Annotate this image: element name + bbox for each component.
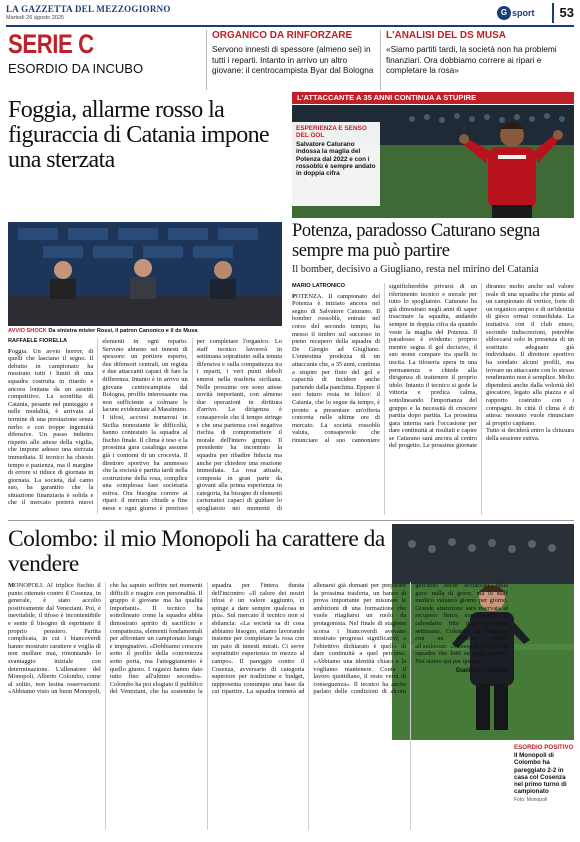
potenza-article-body xyxy=(292,283,574,515)
section-header xyxy=(8,30,198,88)
side-box-credit: Foto: Monopoli xyxy=(514,797,548,804)
photo-box-text: Salvatore Caturano indossa la maglia del Potenza dal 2022 e con i rossoblù è sempre andato in doppia cifra xyxy=(296,140,376,178)
main-author xyxy=(8,229,9,230)
section-divider xyxy=(8,520,574,521)
caption-label: AVVIO SHOCK xyxy=(8,328,47,334)
gazzetta-g-icon: G xyxy=(497,6,511,20)
colombo-headline[interactable]: Colombo: il mio Monopoli ha carattere da vendere xyxy=(8,526,385,577)
main-article-body xyxy=(8,338,282,514)
photo-box xyxy=(292,122,380,206)
potenza-article-text: POTENZA. Il campionato del Potenza è iniziato ancora nel segno di Salvatore Caturano. Il bomber rossoblù, entrato nel corso del secondo tempo, ha messo il timbro sul successo in pieno recupero della squadra di De Giorgio ad Giugliano. L'ennesima prodezza di un attaccante che, a 35 anni, continua a stupire per fiuto del gol e capacità di incidere anche partendo dalla panchina. Eppure il suo futuro resta in bilico: il Catania, che lo segue da tempo, è pronto a presentare un'offerta concreta nelle ultime ore di mercato. La società rossoblù valuta, consapevole che rinunciare al suo cannoniere significherebbe privarsi di un riferimento tecnico e morale per tutto lo spogliatoio. Caturano ha già dimostrato negli anni di saper trascinare la squadra, andando sempre in doppia cifra da quando veste la maglia del Potenza. Il paradosso è evidente: proprio mentre segna il gol decisivo, il suo nome compare tra quelli in uscita. La tifoseria spera in una permanenza e chiede alla dirigenza di trattenere il proprio idolo. Intanto il tecnico si gode la vittoria e predica calma, sottolineando l'importanza del gruppo e la necessità di crescere partita dopo partita. La prossima gara interna sarà l'occasione per dare continuità ai risultati e capire se Caturano sarà ancora al centro del progetto. Le prossime giornate diranno molto anche sul valore reale di una squadra che punta ad un campionato di vertice, forte di un organico ampio e di un'identità di gioco ormai consolidata. La trattativa con il club etneo, secondo indiscrezioni, potrebbe sbloccarsi solo in presenza di un sostituto adeguato già individuato. Il direttore sportivo ha sondato alcuni profili, ma trovare un attaccante con lo stesso rendimento non è semplice. Molto dipenderà anche dalla volontà del giocatore, legato alla piazza e al rapporto costruito con i compagni. In città il clima è di attesa: nessuno vuole rinunciare al proprio capitano. xyxy=(292,283,574,450)
side-box xyxy=(514,744,574,832)
main-author-line: RAFFAELE FIORELLA xyxy=(8,338,68,344)
masthead xyxy=(6,3,574,27)
potenza-article-ending: Tutto si deciderà entro la chiusura della sessione estiva. xyxy=(486,427,574,442)
page-number: 53 xyxy=(552,3,574,23)
main-photo-caption xyxy=(8,328,282,335)
photo-box-label: ESPERIENZA E SENSO DEL GOL xyxy=(296,125,367,140)
banner-attaccante: L'ATTACCANTE A 35 ANNI CONTINUA A STUPIRE xyxy=(292,92,574,104)
caption-text: Da sinistra mister Rossi, il patron Canonico e il ds Musa xyxy=(48,328,198,334)
colombo-article-text: MONOPOLI. Al triplice fischio il punto ottenuto contro il Cosenza, in generale, è stato accolto positivamente dal Veneziani. Poi, è inevitabile, il tifoso è inconteniibile e sente il bisogno di esprimere il proprio pensiero. Partita complicata, in cui i biancoverdi hanno mostrato carattere e voglia di non mollare mai, rimontando lo svantaggio iniziale con determinazione. L'allenatore del Monopoli, Alberto Colombo, come al solito, non lesina osservazioni: «Abbiamo visto un buon Monopoli, che ha saputo soffrire nei momenti difficili e reagire con personalità. Il gruppo è giovane ma ha qualità importanti». Il tecnico ha sottolineato come la squadra abbia dimostrato spirito di sacrificio e compattezza, elementi fondamentali per affrontare un campionato lungo e impegnativo. «Dobbiamo crescere sotto il profilo della concretezza sotto porta, ma l'atteggiamento è quello giusto. I ragazzi hanno dato tutto fino all'ultimo secondo». Colombo ha poi elogiato il pubblico del Veneziani, che ha sostenuto la squadra per l'intera durata dell'incontro: «Il calore dei nostri tifosi è un valore aggiunto, ci spinge a dare sempre qualcosa in più». Sul mercato il tecnico non si sbilancia: «La società sa di cosa abbiamo bisogno, stiamo lavorando insieme per completare la rosa con un paio di innesti mirati. Ci serve soprattutto esperienza in mezzo al campo». Il pareggio contro il Cosenza, avversario di categoria superiore per tradizione e budget, rappresenta comunque una base da cui ripartire. La squadra tornerà ad allenarsi già domani per preparare la prossima trasferta, un banco di prova importante per misurare le ambizioni di una formazione che vuole ritagliarsi un ruolo da protagonista. Nel finale di stagione scorsa i biancoverdi avevano mostrato progressi significativi, e l'obiettivo dichiarato è quello di dare continuità a quel percorso. «Abbiamo una identità chiara e la vogliamo mantenere. Conta il lavoro quotidiano, il resto verrà di conseguenza». Il tecnico ha anche parlato delle condizioni di alcuni giocatori usciti acciaccati dalla gara: nulla di grave, ma lo staff medico valuterà giorno per giorno. Grande attenzione sarà riservata al recupero fisico, considerando il calendario fitto delle prossime settimane. Colombo ha concluso con un pensiero rivolto all'ambiente: «Monopoli merita una squadra che lotti su ogni pallone. Noi siamo qui per questo». xyxy=(8,582,508,696)
potenza-subtitle: Il bomber, decisivo a Giugliano, resta nel mirino del Catania xyxy=(292,264,539,275)
sport-logo xyxy=(497,6,535,20)
paper-name: LA GAZZETTA DEL MEZZOGIORNO xyxy=(6,4,171,14)
teaser-organico-title: ORGANICO DA RINFORZARE xyxy=(212,30,353,41)
main-photo xyxy=(8,222,282,326)
potenza-author: MARIO LATRONICO xyxy=(292,283,346,289)
colombo-article-body xyxy=(8,582,508,830)
teaser-analisi[interactable] xyxy=(380,30,574,90)
main-headline[interactable]: Foggia, allarme rosso la figuraccia di Catania impone una sterzata xyxy=(8,97,270,173)
potenza-headline[interactable]: Potenza, paradosso Caturano segna sempre ma può partire xyxy=(292,221,540,261)
section-subtitle: ESORDIO DA INCUBO xyxy=(8,61,144,76)
side-box-text: Il Monopoli di Colombo ha pareggiato 2-2 in casa col Cosenza nel primo turno di campionato xyxy=(514,752,567,796)
section-title: SERIE C xyxy=(8,29,94,59)
press-conference-illustration xyxy=(8,222,282,326)
colombo-author: Gianluca Castione xyxy=(455,667,508,674)
teaser-analisi-text: «Siamo partiti tardi, la società non ha problemi finanziari. Ora dobbiamo correre ai ripari e completare la rosa» xyxy=(386,44,557,75)
side-box-label: ESORDIO POSITIVO xyxy=(514,744,574,751)
sport-label: sport xyxy=(512,8,535,18)
teaser-organico-text: Servono innesti di spessore (almeno sei) in tutti i reparti. Intanto in arrivo un altro giovane: il centrocampista Byar dal Bologna xyxy=(212,44,374,75)
issue-date: Martedì 26 agosto 2025 xyxy=(6,15,65,21)
teaser-analisi-title: L'ANALISI DEL DS MUSA xyxy=(386,30,506,41)
teaser-organico[interactable] xyxy=(206,30,374,90)
main-article-text: Foggia. Un avvio horror, di quelli che lasciano il segno. Il debutto in campionato ha mostrato tutti i limiti di una squadra costruita in ritardo e ancora lontana da un assetto competitivo. La sconfitta di Catania, pesante nel punteggio e nelle modalità, è arrivata al termine di una prestazione senza nerbo e con troppe ingenuità difensive. Un passo indietro rispetto alle attese della vigilia, che impone adesso una sterzata immediata. Il tecnico ha chiesto tempo e pazienza, ma il margine di errore si riduce di giornata in giornata. La società, dal canto suo, ha garantito che la situazione finanziaria è solida e che il mercato porterà nuovi elementi in ogni reparto. Servono almeno sei innesti di spessore: un portiere esperto, due difensori centrali, un regista e due attaccanti capaci di fare la differenza. Intanto è in arrivo un giovane centrocampista dal Bologna, profilo interessante ma non sufficiente a colmare le lacune evidenziate al Massimino. I tifosi, accorsi numerosi in Sicilia nonostante le difficoltà, hanno contestato la squadra al fischio finale. Il clima è teso e la prossima gara casalinga assume già i contorni di un crocevia. Il direttore sportivo ha ammesso che la società è partita tardi nella costruzione della rosa, complice una complessa fase societaria estiva. Ora bisogna correre ai ripari: il mercato chiude a fine mese e ogni giorno è prezioso per completare l'organico. Lo staff tecnico lavorerà in settimana soprattutto sulla tenuta difensiva e sulla compattezza tra i reparti, i veri punti deboli emersi nella trasferta siciliana. Nelle prossime ore sono attese novità importanti, con almeno due operazioni in dirittura d'arrivo. La dirigenza è consapevole che il tempo stringe e che una partenza così negativa rischia di compromettere il morale dell'intero gruppo. Il presidente ha incontrato la squadra per ribadire fiducia ma anche per chiedere una reazione immediata. La rosa attuale, composta in gran parte da giovani alla prima esperienza in categoria, ha bisogno di elementi carismatici capaci di guidare lo spogliatoio nei momenti di xyxy=(8,338,282,513)
